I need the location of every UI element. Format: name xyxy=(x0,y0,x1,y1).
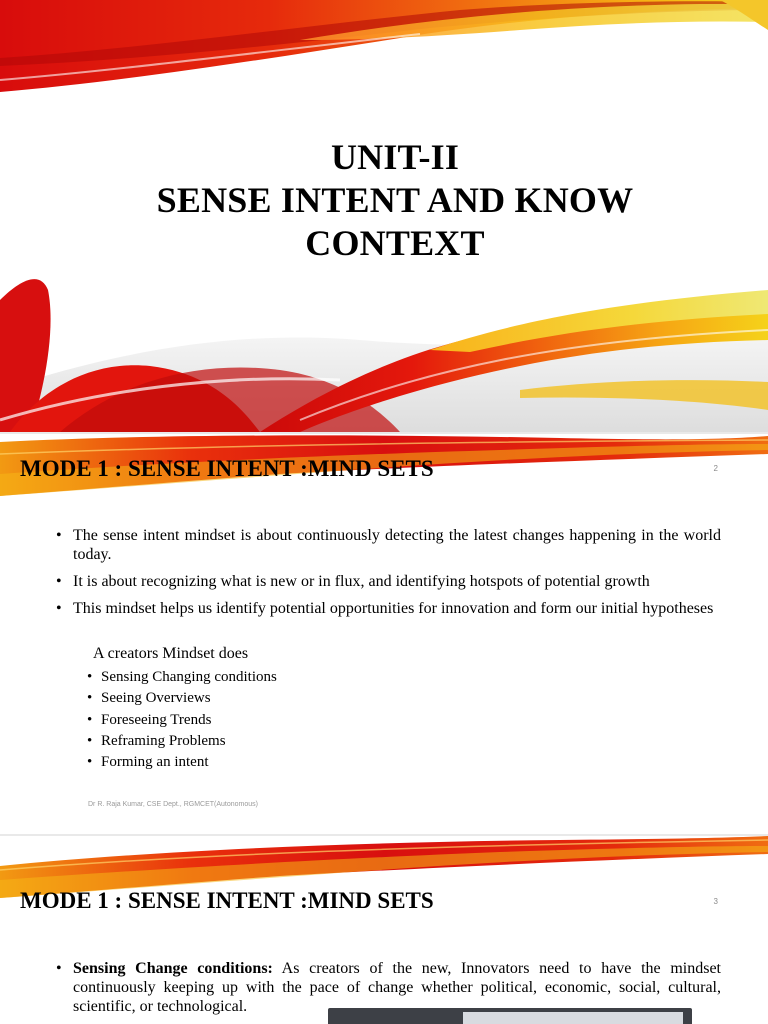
bullet-icon: • xyxy=(56,573,62,590)
photo-screen xyxy=(463,1012,683,1024)
list-item: • Sensing Change conditions: As creators of the new, Innovators need to have the mindset continuously keeping up with the pace of change whether political, economic, social, cultural, scientific, or technological. xyxy=(56,960,721,1015)
list-item: • It is about recognizing what is new or in flux, and identifying hotspots of potential growth xyxy=(56,573,650,590)
bullet-icon: • xyxy=(87,690,93,707)
title-slide xyxy=(0,0,768,432)
list-item: • Reframing Problems xyxy=(87,731,277,752)
slide-heading: MODE 1 : SENSE INTENT :MIND SETS xyxy=(20,456,434,481)
bullet-icon: • xyxy=(87,754,93,771)
list-item: • The sense intent mindset is about continuously detecting the latest changes happening in the world today. xyxy=(56,527,721,563)
list-item: • This mindset helps us identify potential opportunities for innovation and form our initial hypotheses xyxy=(56,600,714,617)
slide-number: 2 xyxy=(713,464,718,473)
slide-footer: Dr R. Raja Kumar, CSE Dept., RGMCET(Autonomous) xyxy=(88,801,258,808)
slide-heading: MODE 1 : SENSE INTENT :MIND SETS xyxy=(20,888,434,913)
bullet-icon: • xyxy=(87,669,93,685)
list-item: • Sensing Changing conditions xyxy=(87,667,277,688)
title-line-3: CONTEXT xyxy=(305,223,485,263)
bullet-list xyxy=(56,526,721,626)
title-line-2: SENSE INTENT AND KNOW xyxy=(156,180,634,220)
top-swoosh-decoration xyxy=(0,0,768,100)
embedded-photo xyxy=(328,1008,692,1024)
content-slide-2 xyxy=(0,434,768,834)
bullet-icon: • xyxy=(56,600,62,617)
sub-bullet-list xyxy=(87,667,277,773)
sub-heading: A creators Mindset does xyxy=(93,645,249,662)
bottom-swoosh-decoration xyxy=(0,270,768,432)
list-item: • Seeing Overviews xyxy=(87,688,277,709)
content-slide-3 xyxy=(0,836,768,1024)
list-item: • Foreseeing Trends xyxy=(87,710,277,731)
title-line-1: UNIT-II xyxy=(330,137,460,177)
bullet-icon: • xyxy=(56,960,62,977)
bullet-icon: • xyxy=(56,527,62,544)
slide-number: 3 xyxy=(713,897,718,906)
bullet-icon: • xyxy=(87,711,93,728)
slide-title xyxy=(0,136,768,265)
bullet-bold-label: Sensing Change conditions: xyxy=(73,960,273,977)
list-item: • Forming an intent xyxy=(87,752,277,773)
bullet-icon: • xyxy=(87,732,93,749)
